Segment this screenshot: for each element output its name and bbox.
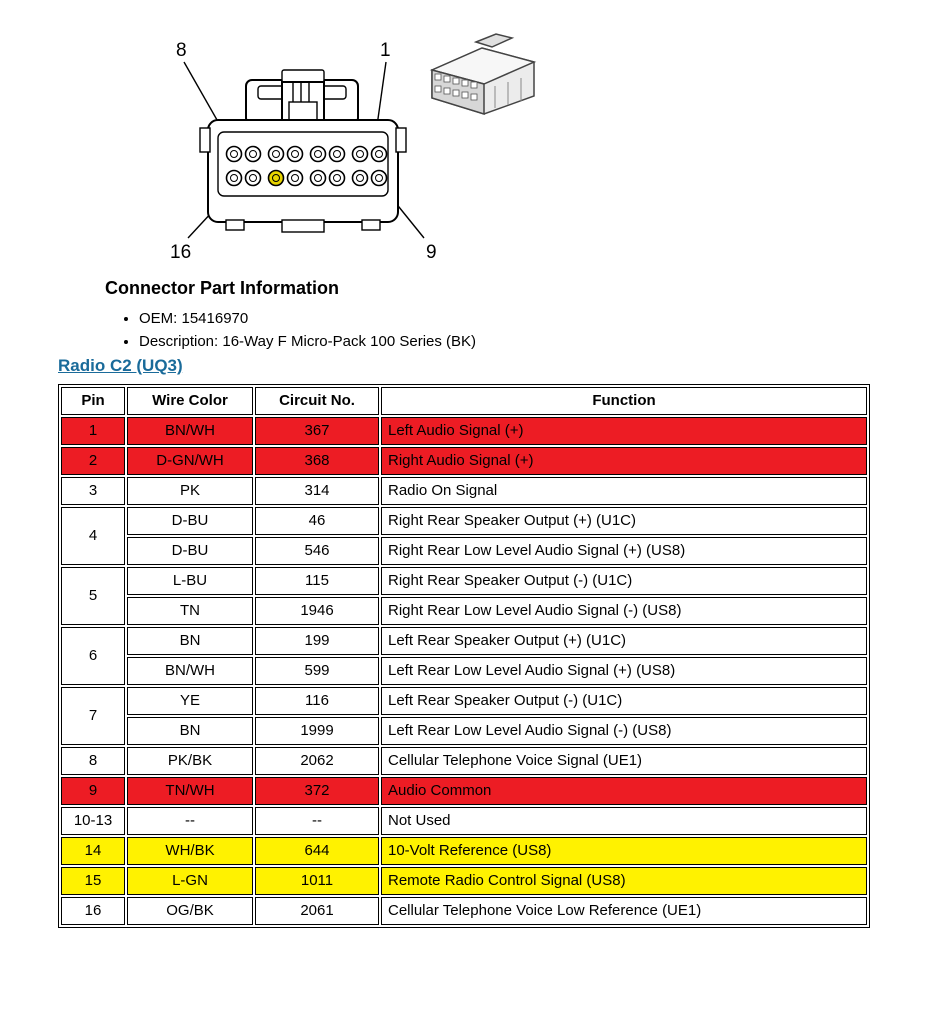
connector-3d-icon bbox=[432, 34, 534, 114]
circuit-cell: 1946 bbox=[255, 597, 379, 625]
table-row bbox=[61, 657, 867, 685]
section-title: Radio C2 (UQ3) bbox=[58, 356, 183, 375]
wire-color-cell: PK/BK bbox=[127, 747, 253, 775]
table-row bbox=[61, 537, 867, 565]
table-row bbox=[61, 897, 867, 925]
pin-label-9: 9 bbox=[426, 242, 437, 263]
circuit-cell: 1999 bbox=[255, 717, 379, 745]
table-row bbox=[61, 717, 867, 745]
wire-color-cell: TN/WH bbox=[127, 777, 253, 805]
connector-latch bbox=[246, 70, 358, 124]
part-info-title: Connector Part Information bbox=[105, 278, 340, 298]
table-row bbox=[61, 807, 867, 835]
function-cell: Left Rear Low Level Audio Signal (+) (US8) bbox=[381, 657, 867, 685]
circuit-cell: 372 bbox=[255, 777, 379, 805]
function-cell: Right Rear Low Level Audio Signal (-) (US8) bbox=[381, 597, 867, 625]
circuit-cell: 2062 bbox=[255, 747, 379, 775]
circuit-cell: 116 bbox=[255, 687, 379, 715]
function-cell: Left Rear Speaker Output (+) (U1C) bbox=[381, 627, 867, 655]
pinout-table bbox=[58, 384, 870, 928]
wire-color-cell: BN/WH bbox=[127, 417, 253, 445]
function-cell: Right Rear Speaker Output (-) (U1C) bbox=[381, 567, 867, 595]
function-cell: Not Used bbox=[381, 807, 867, 835]
table-row bbox=[61, 867, 867, 895]
pin-cell: 4 bbox=[61, 507, 125, 565]
pin-label-1: 1 bbox=[380, 40, 391, 61]
wire-color-header: Wire Color bbox=[127, 387, 253, 415]
circuit-cell: 46 bbox=[255, 507, 379, 535]
table-row bbox=[61, 747, 867, 775]
pin-header: Pin bbox=[61, 387, 125, 415]
pin-cell: 7 bbox=[61, 687, 125, 745]
wire-color-cell: -- bbox=[127, 807, 253, 835]
circuit-cell: 314 bbox=[255, 477, 379, 505]
function-cell: Cellular Telephone Voice Low Reference (UE1) bbox=[381, 897, 867, 925]
table-row bbox=[61, 777, 867, 805]
circuit-cell: -- bbox=[255, 807, 379, 835]
pin-cell: 14 bbox=[61, 837, 125, 865]
pin-cell: 10-13 bbox=[61, 807, 125, 835]
function-header: Function bbox=[381, 387, 867, 415]
circuit-cell: 367 bbox=[255, 417, 379, 445]
pin-cell: 16 bbox=[61, 897, 125, 925]
circuit-cell: 599 bbox=[255, 657, 379, 685]
table-row bbox=[61, 687, 867, 715]
pin-cell: 1 bbox=[61, 417, 125, 445]
table-row bbox=[61, 627, 867, 655]
wire-color-cell: TN bbox=[127, 597, 253, 625]
wire-color-cell: D-GN/WH bbox=[127, 447, 253, 475]
table-row bbox=[61, 447, 867, 475]
circuit-cell: 368 bbox=[255, 447, 379, 475]
function-cell: Remote Radio Control Signal (US8) bbox=[381, 867, 867, 895]
wire-color-cell: D-BU bbox=[127, 507, 253, 535]
table-row bbox=[61, 477, 867, 505]
circuit-cell: 1011 bbox=[255, 867, 379, 895]
wire-color-cell: BN bbox=[127, 627, 253, 655]
highlighted-terminal bbox=[269, 171, 284, 186]
part-info-oem: • OEM: 15416970 bbox=[139, 310, 476, 327]
wire-color-cell: OG/BK bbox=[127, 897, 253, 925]
pin-cell: 15 bbox=[61, 867, 125, 895]
connector-diagram bbox=[30, 8, 550, 270]
function-cell: Left Rear Speaker Output (-) (U1C) bbox=[381, 687, 867, 715]
wire-color-cell: BN bbox=[127, 717, 253, 745]
pin-cell: 6 bbox=[61, 627, 125, 685]
wire-color-cell: WH/BK bbox=[127, 837, 253, 865]
circuit-no-header: Circuit No. bbox=[255, 387, 379, 415]
table-row bbox=[61, 837, 867, 865]
pin-label-8: 8 bbox=[176, 40, 187, 61]
pin-cell: 8 bbox=[61, 747, 125, 775]
table-row bbox=[61, 417, 867, 445]
function-cell: Right Audio Signal (+) bbox=[381, 447, 867, 475]
table-row bbox=[61, 567, 867, 595]
pinout-table-head bbox=[61, 387, 867, 415]
wire-color-cell: YE bbox=[127, 687, 253, 715]
pin-label-16: 16 bbox=[170, 242, 192, 263]
function-cell: 10-Volt Reference (US8) bbox=[381, 837, 867, 865]
pin-cell: 3 bbox=[61, 477, 125, 505]
table-row bbox=[61, 507, 867, 535]
function-cell: Right Rear Low Level Audio Signal (+) (US8) bbox=[381, 537, 867, 565]
pin-cell: 9 bbox=[61, 777, 125, 805]
circuit-cell: 2061 bbox=[255, 897, 379, 925]
function-cell: Cellular Telephone Voice Signal (UE1) bbox=[381, 747, 867, 775]
function-cell: Left Audio Signal (+) bbox=[381, 417, 867, 445]
wire-color-cell: BN/WH bbox=[127, 657, 253, 685]
pin-cell: 5 bbox=[61, 567, 125, 625]
part-info-section bbox=[105, 278, 476, 356]
circuit-cell: 199 bbox=[255, 627, 379, 655]
table-row bbox=[61, 597, 867, 625]
part-info-description: • Description: 16-Way F Micro-Pack 100 Series (BK) bbox=[139, 333, 476, 350]
wire-color-cell: L-BU bbox=[127, 567, 253, 595]
function-cell: Left Rear Low Level Audio Signal (-) (US8) bbox=[381, 717, 867, 745]
wire-color-cell: PK bbox=[127, 477, 253, 505]
pin-cell: 2 bbox=[61, 447, 125, 475]
wire-color-cell: D-BU bbox=[127, 537, 253, 565]
header-row bbox=[61, 387, 867, 415]
function-cell: Audio Common bbox=[381, 777, 867, 805]
pinout-table-body bbox=[61, 417, 867, 925]
circuit-cell: 644 bbox=[255, 837, 379, 865]
part-info-list bbox=[139, 310, 476, 350]
function-cell: Radio On Signal bbox=[381, 477, 867, 505]
circuit-cell: 115 bbox=[255, 567, 379, 595]
wire-color-cell: L-GN bbox=[127, 867, 253, 895]
function-cell: Right Rear Speaker Output (+) (U1C) bbox=[381, 507, 867, 535]
circuit-cell: 546 bbox=[255, 537, 379, 565]
